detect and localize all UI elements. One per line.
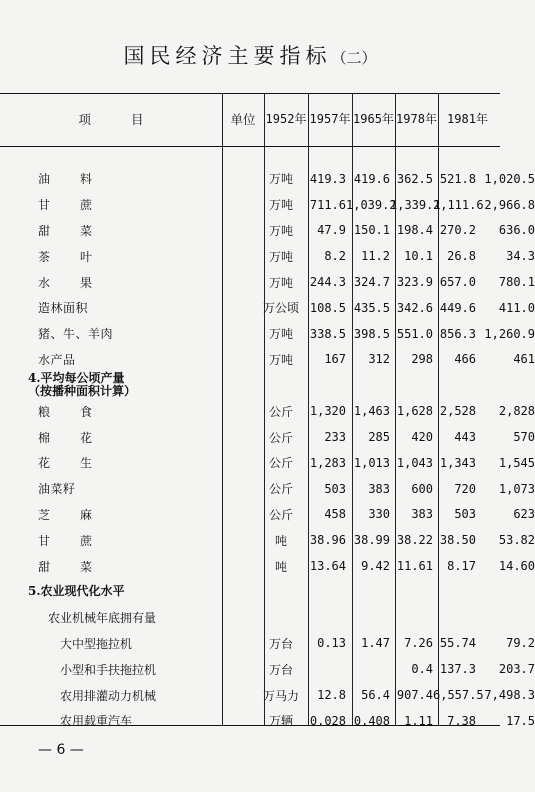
row-unit: 万吨	[268, 172, 293, 187]
value-cell: 1.11	[404, 713, 433, 728]
value-cell: 270.2	[439, 223, 476, 238]
row-unit: 公斤	[268, 430, 293, 445]
value-cell: 411.0	[498, 300, 535, 315]
title-suffix: （二）	[331, 49, 377, 67]
value-cell: 1,013	[353, 455, 390, 470]
value-cell: 1.47	[361, 636, 390, 651]
table-row	[0, 372, 535, 398]
value-cell: 1,039.2	[346, 197, 397, 212]
row-label: 大中型拖拉机	[60, 636, 133, 651]
value-cell	[433, 372, 476, 398]
value-cell	[302, 372, 346, 398]
row-label: 甜菜	[38, 223, 123, 238]
header-year: 1957年	[309, 112, 351, 126]
row-label: 农用载重汽车	[60, 714, 133, 729]
value-cell: 1,020.5	[484, 171, 535, 186]
value-cell	[476, 372, 535, 398]
value-cell	[346, 372, 390, 398]
row-label: 4.平均每公顷产量 （按播种面积计算）	[28, 371, 137, 399]
value-cell: 330	[368, 507, 390, 522]
value-cell	[476, 605, 535, 631]
row-unit: 吨	[274, 559, 287, 574]
table-row	[0, 321, 535, 347]
table-row	[0, 656, 535, 682]
header-item: 项目	[78, 112, 184, 127]
value-cell: 1,545	[498, 455, 535, 470]
value-cell: 6,557.5	[433, 688, 484, 703]
row-label: 花生	[38, 456, 123, 471]
row-label: 造林面积	[38, 301, 89, 316]
value-cell: 26.8	[447, 249, 476, 264]
row-unit: 万吨	[268, 352, 293, 367]
value-cell: 203.7	[498, 662, 535, 677]
row-unit: 公斤	[268, 404, 293, 419]
value-cell	[302, 605, 346, 631]
table-row	[0, 476, 535, 502]
row-label: 农用排灌动力机械	[60, 688, 157, 703]
value-cell: 711.6	[309, 197, 346, 212]
indicator-table	[0, 166, 535, 734]
table-row	[0, 424, 535, 450]
value-cell: 1,320	[309, 404, 346, 419]
value-cell: 780.1	[498, 275, 535, 290]
value-cell: 0.028	[309, 713, 346, 728]
value-cell: 79.2	[506, 636, 535, 651]
value-cell: 1,073	[498, 481, 535, 496]
value-cell: 1,339.1	[390, 197, 441, 212]
row-label: 农业机械年底拥有量	[48, 611, 157, 626]
value-cell: 443	[454, 430, 476, 445]
value-cell: 383	[411, 507, 433, 522]
row-label: 5.农业现代化水平	[28, 584, 125, 599]
value-cell	[302, 656, 346, 682]
value-cell: 10.1	[404, 249, 433, 264]
table-row	[0, 682, 535, 708]
value-cell: 13.64	[309, 559, 346, 574]
value-cell: 570	[513, 430, 535, 445]
table-row	[0, 166, 535, 192]
value-cell: 856.3	[439, 326, 476, 341]
table-row	[0, 708, 535, 734]
value-cell: 435.5	[353, 300, 390, 315]
value-cell: 8.17	[447, 559, 476, 574]
table-row	[0, 218, 535, 244]
value-cell: 244.3	[309, 275, 346, 290]
row-unit: 公斤	[268, 507, 293, 522]
value-cell	[433, 605, 476, 631]
row-unit: 万吨	[268, 223, 293, 238]
row-unit	[260, 605, 302, 631]
value-cell: 383	[368, 481, 390, 496]
value-cell: 419.6	[353, 171, 390, 186]
value-cell	[346, 579, 390, 605]
value-cell: 657.0	[439, 275, 476, 290]
value-cell: 38.99	[353, 533, 390, 548]
page-title	[0, 40, 500, 70]
table-top-rule	[0, 93, 500, 94]
value-cell: 298	[411, 352, 433, 367]
value-cell: 7.26	[404, 636, 433, 651]
value-cell	[433, 579, 476, 605]
value-cell: 1,463	[353, 404, 390, 419]
value-cell	[346, 605, 390, 631]
value-cell: 137.3	[439, 662, 476, 677]
table-row	[0, 502, 535, 528]
value-cell: 907.4	[396, 688, 433, 703]
value-cell: 7,498.3	[484, 688, 535, 703]
value-cell: 38.50	[439, 533, 476, 548]
value-cell: 167	[324, 352, 346, 367]
row-label: 甘蔗	[38, 198, 123, 213]
header-unit: 单位	[230, 112, 256, 127]
page-number: — 6 —	[38, 742, 84, 758]
value-cell: 1,260.9	[484, 326, 535, 341]
value-cell: 521.8	[439, 171, 476, 186]
value-cell: 398.5	[353, 326, 390, 341]
row-unit: 万吨	[268, 327, 293, 342]
value-cell	[390, 372, 433, 398]
value-cell	[390, 605, 433, 631]
header-bottom-rule	[0, 146, 500, 147]
value-cell: 419.3	[309, 171, 346, 186]
row-label: 小型和手扶拖拉机	[60, 662, 157, 677]
value-cell: 342.6	[396, 300, 433, 315]
value-cell: 56.4	[361, 688, 390, 703]
row-unit	[260, 372, 302, 398]
row-unit: 公斤	[268, 456, 293, 471]
value-cell: 551.0	[396, 326, 433, 341]
value-cell: 503	[454, 507, 476, 522]
header-year: 1952年	[265, 112, 307, 126]
row-unit: 万台	[268, 662, 293, 677]
value-cell: 720	[454, 481, 476, 496]
table-row	[0, 450, 535, 476]
row-unit: 万马力	[262, 688, 299, 703]
value-cell: 53.82	[498, 533, 535, 548]
value-cell: 323.9	[396, 275, 433, 290]
value-cell: 7.38	[447, 713, 476, 728]
row-unit: 万吨	[268, 249, 293, 264]
value-cell: 600	[411, 481, 433, 496]
row-unit: 公斤	[268, 482, 293, 497]
value-cell: 449.6	[439, 300, 476, 315]
value-cell: 11.61	[396, 559, 433, 574]
value-cell: 324.7	[353, 275, 390, 290]
value-cell: 38.22	[396, 533, 433, 548]
table-row	[0, 295, 535, 321]
value-cell: 2,828	[498, 404, 535, 419]
value-cell: 0.13	[317, 636, 346, 651]
table-row	[0, 631, 535, 657]
row-unit: 万吨	[268, 198, 293, 213]
value-cell: 1,628	[396, 404, 433, 419]
table-row	[0, 347, 535, 373]
value-cell: 362.5	[396, 171, 433, 186]
value-cell	[346, 656, 390, 682]
value-cell: 1,043	[396, 455, 433, 470]
value-cell	[390, 579, 433, 605]
value-cell: 0.408	[353, 713, 390, 728]
value-cell: 623	[513, 507, 535, 522]
value-cell: 12.8	[317, 688, 346, 703]
table-row	[0, 579, 535, 605]
row-unit: 万台	[268, 636, 293, 651]
row-unit	[260, 579, 302, 605]
table-row	[0, 243, 535, 269]
value-cell: 312	[368, 352, 390, 367]
value-cell: 2,966.8	[484, 197, 535, 212]
value-cell: 2,111.6	[433, 197, 484, 212]
header-year: 1978年	[396, 112, 437, 126]
value-cell: 14.60	[498, 559, 535, 574]
row-label: 茶叶	[38, 249, 123, 264]
value-cell: 503	[324, 481, 346, 496]
value-cell: 466	[454, 352, 476, 367]
value-cell: 233	[324, 430, 346, 445]
value-cell: 38.96	[309, 533, 346, 548]
row-label: 水产品	[38, 352, 76, 367]
table-row	[0, 192, 535, 218]
row-unit: 万公顷	[262, 301, 299, 316]
value-cell: 0.4	[411, 662, 433, 677]
row-label: 甘蔗	[38, 533, 123, 548]
value-cell: 198.4	[396, 223, 433, 238]
table-row	[0, 605, 535, 631]
row-label: 芝麻	[38, 507, 123, 522]
row-label: 棉花	[38, 430, 123, 445]
table-row	[0, 269, 535, 295]
row-label: 水果	[38, 275, 123, 290]
value-cell	[476, 579, 535, 605]
row-label: 油料	[38, 172, 123, 187]
row-unit: 吨	[274, 533, 287, 548]
value-cell: 47.9	[317, 223, 346, 238]
value-cell: 338.5	[309, 326, 346, 341]
value-cell: 11.2	[361, 249, 390, 264]
value-cell: 55.74	[439, 636, 476, 651]
header-year: 1981年	[447, 112, 488, 126]
row-unit: 万吨	[268, 275, 293, 290]
value-cell: 9.42	[361, 559, 390, 574]
value-cell: 8.2	[324, 249, 346, 264]
table-row	[0, 527, 535, 553]
value-cell: 461	[513, 352, 535, 367]
table-row	[0, 398, 535, 424]
value-cell: 1,343	[439, 455, 476, 470]
value-cell: 150.1	[353, 223, 390, 238]
value-cell: 34.3	[506, 249, 535, 264]
value-cell: 636.0	[498, 223, 535, 238]
value-cell: 285	[368, 430, 390, 445]
row-unit: 万辆	[268, 714, 293, 729]
table-row	[0, 553, 535, 579]
header-year: 1965年	[353, 112, 394, 126]
row-label: 油菜籽	[38, 482, 76, 497]
value-cell: 2,528	[439, 404, 476, 419]
row-label: 猪、牛、羊肉	[38, 327, 114, 342]
value-cell: 458	[324, 507, 346, 522]
row-label: 甜菜	[38, 559, 123, 574]
value-cell: 420	[411, 430, 433, 445]
value-cell	[302, 579, 346, 605]
value-cell: 1,283	[309, 455, 346, 470]
title-text: 国民经济主要指标	[123, 44, 332, 68]
value-cell: 17.5	[506, 713, 535, 728]
row-label: 粮食	[38, 404, 123, 419]
value-cell: 108.5	[309, 300, 346, 315]
